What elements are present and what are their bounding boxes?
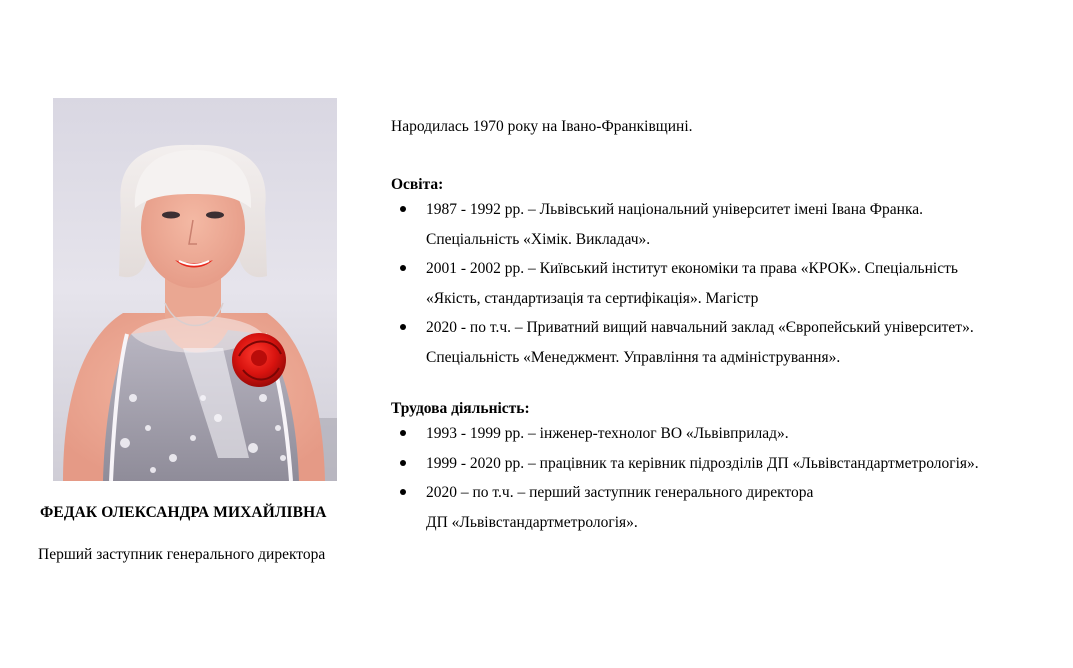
bullet-icon <box>400 430 406 436</box>
list-item-line: 2001 - 2002 рр. – Київський інститут економіки та права «КРОК». Спеціальність <box>426 260 958 277</box>
education-list <box>391 195 1061 372</box>
list-item <box>391 254 1061 313</box>
list-item <box>391 449 1061 479</box>
list-item-line: «Якість, стандартизація та сертифікація». Магістр <box>426 289 759 307</box>
list-item <box>391 313 1061 372</box>
education-heading: Освіта: <box>391 176 444 193</box>
work-list <box>391 419 1061 537</box>
bullet-icon <box>400 206 406 212</box>
biography <box>391 117 1061 537</box>
bullet-icon <box>400 460 406 466</box>
list-item <box>391 478 1061 537</box>
list-item-line: 2020 – по т.ч. – перший заступник генерального директора <box>426 484 814 501</box>
list-item <box>391 419 1061 449</box>
list-item-line: 1987 - 1992 рр. – Львівський національний університет імені Івана Франка. <box>426 201 924 218</box>
list-item-line: 1999 - 2020 рр. – працівник та керівник підрозділів ДП «Львівстандартметрологія». <box>426 454 979 472</box>
bullet-icon <box>400 265 406 271</box>
person-name: ФЕДАК ОЛЕКСАНДРА МИХАЙЛІВНА <box>40 504 327 521</box>
bullet-icon <box>400 324 406 330</box>
bullet-icon <box>400 489 406 495</box>
portrait-photo <box>53 98 337 481</box>
list-item-line: 1993 - 1999 рр. – інженер-технолог ВО «Львівприлад». <box>426 425 789 442</box>
work-heading: Трудова діяльність: <box>391 400 530 417</box>
birth-info: Народилась 1970 року на Івано-Франківщині. <box>391 118 693 135</box>
person-position: Перший заступник генерального директора <box>38 546 326 563</box>
list-item-line: 2020 - по т.ч. – Приватний вищий навчальний заклад «Європейський університет». <box>426 319 974 336</box>
list-item-line: ДП «Львівстандартметрологія». <box>426 513 638 531</box>
list-item-line: Спеціальність «Хімік. Викладач». <box>426 230 651 248</box>
list-item-line: Спеціальність «Менеджмент. Управління та адміністрування». <box>426 348 841 366</box>
list-item <box>391 195 1061 254</box>
